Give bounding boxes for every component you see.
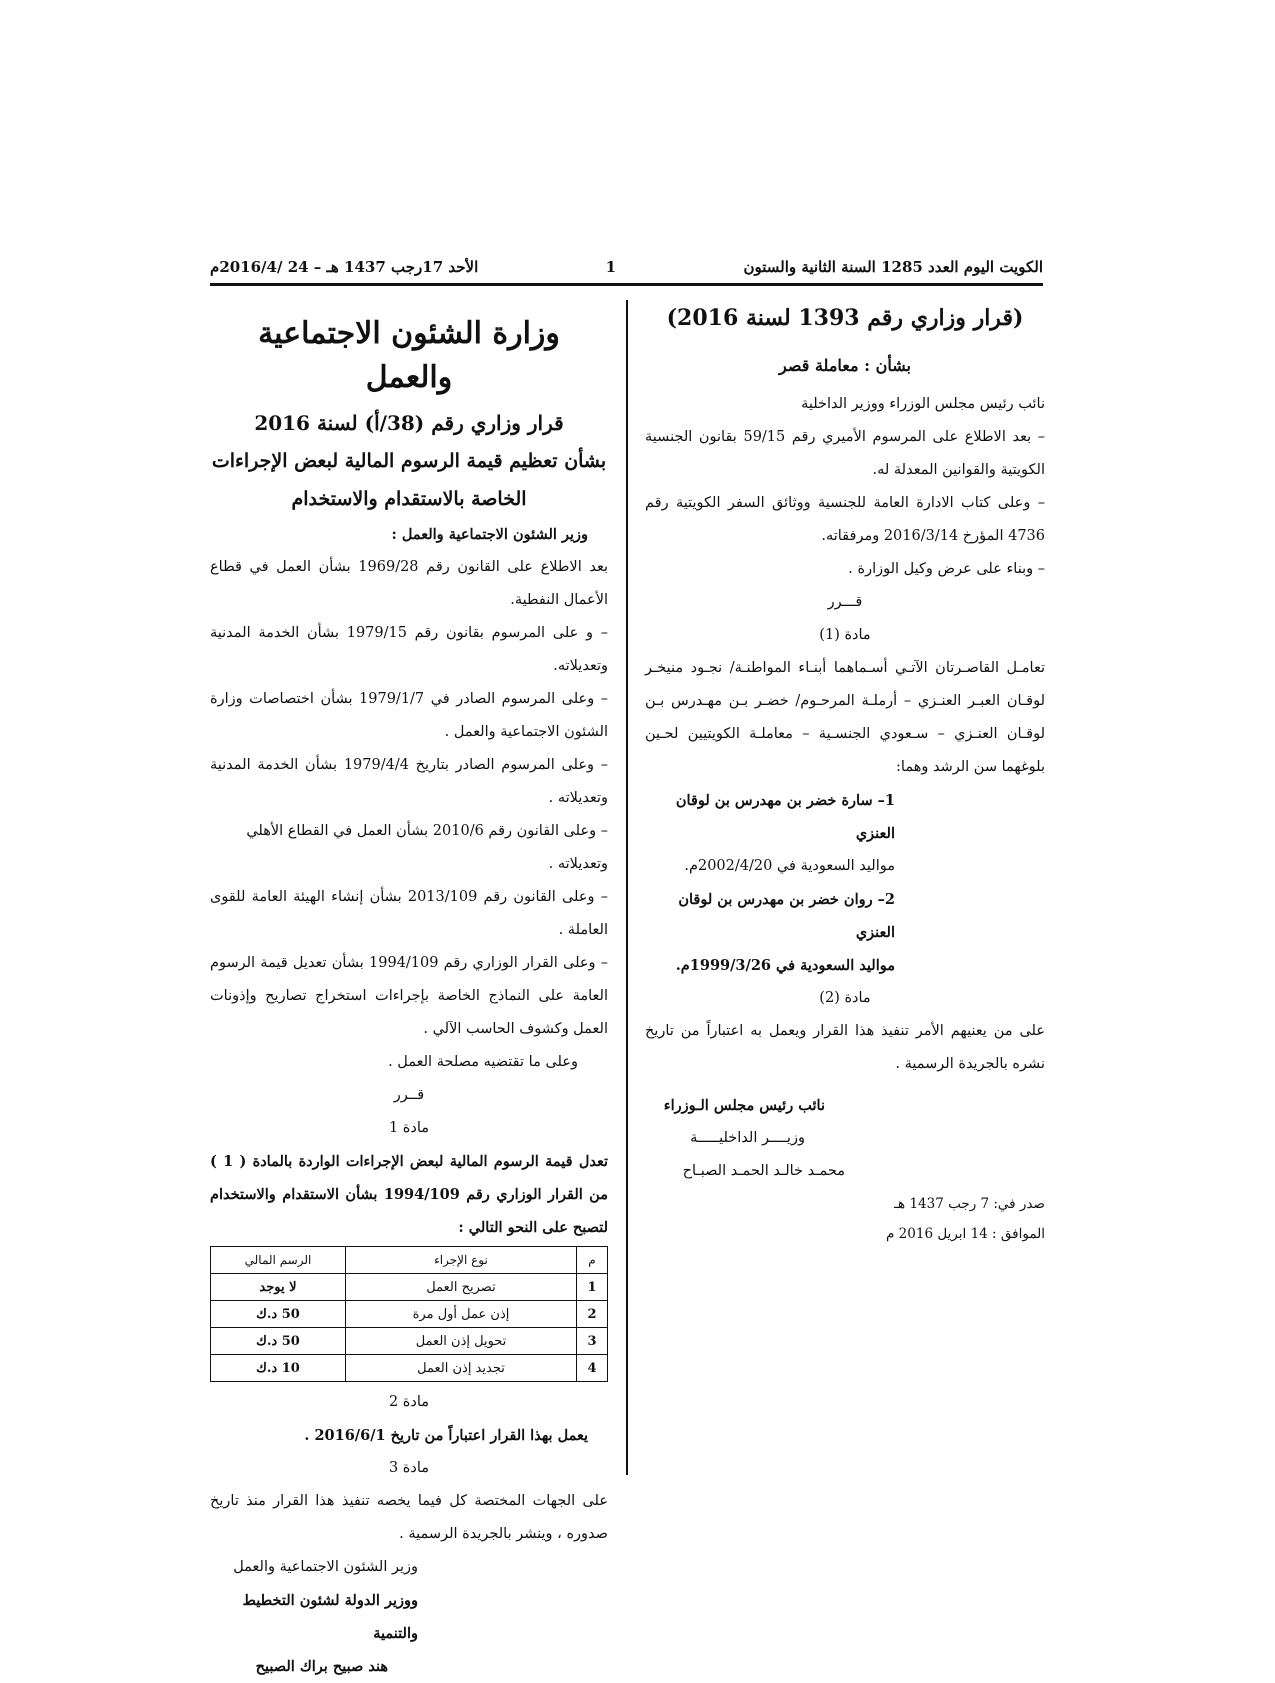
article-heading: مادة 2 — [388, 1394, 430, 1410]
person-birth: مواليد السعودية في 2002/4/20م. — [684, 858, 895, 874]
page-header — [210, 252, 1043, 282]
fee-value: 10 د.ك — [211, 1355, 346, 1382]
preamble-item: – بعد الاطلاع على المرسوم الأميري رقم 59/15 بقانون الجنسية الكويتية والقوانين المعدلة له. — [645, 429, 1045, 478]
right-column-decree — [645, 305, 1045, 1247]
publication-info: الكويت اليوم العدد 1285 السنة الثانية والستون — [743, 258, 1043, 276]
table-row — [211, 1301, 608, 1328]
procedure-type: تحويل إذن العمل — [346, 1328, 577, 1355]
ministry-name: وزارة الشئون الاجتماعية والعمل — [258, 316, 560, 395]
article-text: يعمل بهذا القرار اعتباراً من تاريخ 2016/6/1 . — [304, 1427, 588, 1444]
signature-title: وزيــــر الداخليـــــة — [690, 1130, 805, 1146]
preamble-item: – وعلى القرار الوزاري رقم 1994/109 بشأن تعديل قيمة الرسوم العامة على النماذج الخاصة بإجراءات استخراج تصاريح وإذونات العمل وكشوف الحاسب الآلي . — [210, 955, 608, 1037]
preamble-item: – وعلى المرسوم الصادر بتاريخ 1979/4/4 بشأن الخدمة المدنية وتعديلاته . — [210, 757, 608, 806]
decree-issuer: وزير الشئون الاجتماعية والعمل : — [391, 526, 588, 543]
column-header-fee: الرسم المالي — [211, 1247, 346, 1274]
article-heading: مادة 3 — [388, 1460, 430, 1476]
signature-name: محمـد خالـد الحمـد الصبـاح — [682, 1163, 845, 1179]
person-birth: مواليد السعودية في 1999/3/26م. — [675, 957, 895, 974]
decided-label: قــرر — [393, 1087, 425, 1103]
preamble-item: بعد الاطلاع على القانون رقم 1969/28 بشأن العمل في قطاع الأعمال النفطية. — [210, 559, 608, 608]
decree-title: (قرار وزاري رقم 1393 لسنة 2016) — [666, 305, 1024, 331]
table-row — [211, 1328, 608, 1355]
left-column-decree — [210, 312, 608, 1683]
decree-subject: بشأن : معاملة قصر — [779, 356, 911, 375]
column-divider — [626, 300, 628, 1475]
article-heading: مادة (1) — [819, 627, 871, 643]
decree-subject: الخاصة بالاستقدام والاستخدام — [291, 488, 527, 510]
page-number: 1 — [605, 258, 617, 276]
signature-title: ووزير الدولة لشئون التخطيط والتنمية — [242, 1592, 418, 1642]
fee-value: لا يوجد — [211, 1274, 346, 1301]
person-name: 1– سارة خضر بن مهدرس بن لوقان العنزي — [675, 792, 895, 842]
decree-subject: بشأن تعظيم قيمة الرسوم المالية لبعض الإجراءات — [211, 450, 607, 472]
issue-date: الأحد 17رجب 1437 هـ – 24 /2016/4م — [210, 258, 479, 276]
preamble-item: – وعلى المرسوم الصادر في 1979/1/7 بشأن اختصاصات وزارة الشئون الاجتماعية والعمل . — [210, 691, 608, 740]
procedure-type: تجديد إذن العمل — [346, 1355, 577, 1382]
issue-date-hijri: صدر في: 7 رجب 1437 هـ — [894, 1196, 1045, 1212]
issue-date-gregorian: الموافق : 14 ابريل 2016 م — [886, 1226, 1045, 1242]
row-number: 2 — [577, 1301, 608, 1328]
article-text: على الجهات المختصة كل فيما يخصه تنفيذ هذا القرار منذ تاريخ صدوره ، وينشر بالجريدة الرسمية . — [210, 1493, 608, 1542]
fees-table — [210, 1246, 608, 1382]
table-row — [211, 1274, 608, 1301]
signature-title: نائب رئيس مجلس الـوزراء — [663, 1097, 825, 1114]
row-number: 1 — [577, 1274, 608, 1301]
header-rule — [210, 283, 1043, 286]
table-row — [211, 1355, 608, 1382]
table-header-row — [211, 1247, 608, 1274]
decree-title: قرار وزاري رقم (38/أ) لسنة 2016 — [254, 411, 564, 435]
article-text: على من يعنيهم الأمر تنفيذ هذا القرار ويعمل به اعتباراً من تاريخ نشره بالجريدة الرسمية . — [645, 1023, 1045, 1072]
fee-value: 50 د.ك — [211, 1328, 346, 1355]
column-header-number: م — [577, 1247, 608, 1274]
preamble-item: – وعلى القانون رقم 2013/109 بشأن إنشاء الهيئة العامة للقوى العاملة . — [210, 889, 608, 938]
article-text: تعامـل القاصـرتان الآتـي أسـماهما أبنـاء المواطنـة/ نجـود منيخـر لوقـان العبـر العنـزي – أرملـة المرحـوم/ خضـر بـن مهـدرس بـن لوقـان العنـزي – سـعودي الجنسـية – معاملـة الكويتيين لحـين بلوغهما سن الرشد وهما: — [645, 660, 1045, 775]
row-number: 4 — [577, 1355, 608, 1382]
signature-title: وزير الشئون الاجتماعية والعمل — [233, 1559, 418, 1575]
procedure-type: إذن عمل أول مرة — [346, 1301, 577, 1328]
article-text: تعدل قيمة الرسوم المالية لبعض الإجراءات الواردة بالمادة ( 1 ) من القرار الوزاري رقم 1994/109 بشأن الاستقدام والاستخدام لتصبح على النحو التالي : — [210, 1153, 608, 1236]
fee-value: 50 د.ك — [211, 1301, 346, 1328]
column-header-procedure: نوع الإجراء — [346, 1247, 577, 1274]
row-number: 3 — [577, 1328, 608, 1355]
preamble-item: – و على المرسوم بقانون رقم 1979/15 بشأن الخدمة المدنية وتعديلاته. — [210, 625, 608, 674]
article-heading: مادة (2) — [819, 990, 871, 1006]
decided-label: قـــرر — [827, 594, 863, 610]
signature-name: هند صبيح براك الصبيح — [255, 1658, 388, 1675]
preamble-item: – وعلى القانون رقم 2010/6 بشأن العمل في القطاع الأهلي وتعديلاته . — [246, 823, 608, 872]
procedure-type: تصريح العمل — [346, 1274, 577, 1301]
preamble-item: وعلى ما تقتضيه مصلحة العمل . — [388, 1054, 578, 1070]
preamble-item: – وعلى كتاب الادارة العامة للجنسية ووثائق السفر الكويتية رقم 4736 المؤرخ 2016/3/14 ومرفقاته. — [645, 495, 1045, 544]
article-heading: مادة 1 — [388, 1120, 430, 1136]
preamble-item: – وبناء على عرض وكيل الوزارة . — [848, 561, 1045, 577]
person-name: 2– روان خضر بن مهدرس بن لوقان العنزي — [678, 891, 895, 941]
decree-issuer: نائب رئيس مجلس الوزراء ووزير الداخلية — [801, 396, 1045, 412]
